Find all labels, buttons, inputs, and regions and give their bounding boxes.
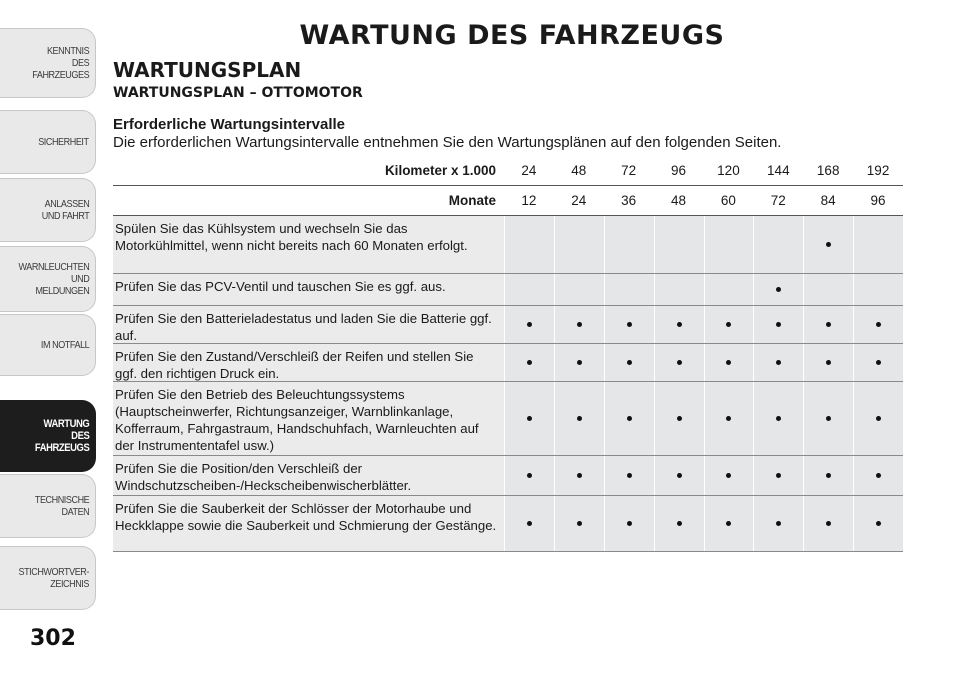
chapter-tab[interactable] xyxy=(0,178,96,242)
chapter-tab[interactable] xyxy=(0,314,96,376)
header-value: 144 xyxy=(767,163,790,178)
bullet-mark-icon xyxy=(677,360,682,365)
bullet-mark-icon xyxy=(876,416,881,421)
table-row xyxy=(113,456,903,496)
task-description: Prüfen Sie das PCV-Ventil und tauschen Sie es ggf. aus. xyxy=(113,274,504,305)
interval-cell xyxy=(554,216,604,273)
table-row xyxy=(113,216,903,274)
interval-cell xyxy=(604,496,654,551)
interval-cell xyxy=(753,216,803,273)
bullet-mark-icon xyxy=(577,360,582,365)
interval-cell xyxy=(504,456,554,495)
interval-cell xyxy=(704,216,754,273)
chapter-tab[interactable] xyxy=(0,400,96,472)
bullet-mark-icon xyxy=(726,416,731,421)
interval-cell xyxy=(604,456,654,495)
task-description: Prüfen Sie den Betrieb des Beleuchtungssystems (Hauptscheinwerfer, Richtungsanzeiger, Warnblinkanlage, Kofferraum, Fahrgastraum, Handschuhfach, Warnleuchten auf der Instrumententafel usw.) xyxy=(113,382,504,455)
header-value: 120 xyxy=(717,163,740,178)
task-description: Prüfen Sie die Position/den Verschleiß der Windschutzscheiben-/Heckscheibenwischerblätter. xyxy=(113,456,504,495)
interval-cell xyxy=(654,216,704,273)
table-row xyxy=(113,382,903,456)
bullet-mark-icon xyxy=(776,416,781,421)
interval-cell xyxy=(604,344,654,381)
chapter-tab-label: WARTUNG DES FAHRZEUGS xyxy=(34,418,89,454)
task-description: Spülen Sie das Kühlsystem und wechseln Sie das Motorkühlmittel, wenn nicht bereits nach 60 Monaten erfolgt. xyxy=(113,216,504,273)
bullet-mark-icon xyxy=(527,473,532,478)
section-heading: WARTUNGSPLAN xyxy=(113,58,302,82)
chapter-tab-label: WARNLEUCHTEN UND MELDUNGEN xyxy=(18,261,89,297)
bullet-mark-icon xyxy=(726,473,731,478)
interval-cell xyxy=(504,274,554,305)
interval-cell xyxy=(704,344,754,381)
interval-cell xyxy=(753,496,803,551)
interval-cell xyxy=(504,344,554,381)
interval-cell xyxy=(604,216,654,273)
chapter-tab-label: STICHWORTVER- ZEICHNIS xyxy=(18,566,89,590)
interval-cell xyxy=(504,382,554,455)
bullet-mark-icon xyxy=(876,322,881,327)
bullet-mark-icon xyxy=(776,473,781,478)
page-number: 302 xyxy=(30,626,76,651)
interval-cell xyxy=(803,456,853,495)
interval-cell xyxy=(554,382,604,455)
interval-cell xyxy=(654,456,704,495)
intervals-title: Erforderliche Wartungsintervalle xyxy=(113,116,346,133)
header-value: 96 xyxy=(671,163,687,178)
bullet-mark-icon xyxy=(776,521,781,526)
chapter-tab-label: IM NOTFALL xyxy=(40,339,89,351)
interval-cell xyxy=(704,382,754,455)
interval-cell xyxy=(604,382,654,455)
header-value: 72 xyxy=(770,193,786,208)
bullet-mark-icon xyxy=(527,322,532,327)
table-row xyxy=(113,344,903,382)
interval-cell xyxy=(504,216,554,273)
header-value: 96 xyxy=(870,193,886,208)
interval-cell xyxy=(554,274,604,305)
bullet-mark-icon xyxy=(577,416,582,421)
interval-cell xyxy=(853,496,903,551)
section-subheading: WARTUNGSPLAN – OTTOMOTOR xyxy=(113,85,363,101)
table-row xyxy=(113,496,903,552)
bullet-mark-icon xyxy=(627,322,632,327)
interval-cell xyxy=(803,216,853,273)
interval-cell xyxy=(554,306,604,343)
bullet-mark-icon xyxy=(776,322,781,327)
interval-cell xyxy=(554,344,604,381)
interval-cell xyxy=(803,344,853,381)
header-value: 24 xyxy=(521,163,537,178)
header-value: 72 xyxy=(621,163,637,178)
bullet-mark-icon xyxy=(627,360,632,365)
interval-cell xyxy=(803,496,853,551)
bullet-mark-icon xyxy=(677,473,682,478)
bullet-mark-icon xyxy=(577,521,582,526)
interval-cell xyxy=(853,382,903,455)
chapter-tab-sidebar xyxy=(0,0,100,678)
interval-cell xyxy=(704,456,754,495)
interval-cell xyxy=(753,274,803,305)
header-value: 48 xyxy=(571,163,587,178)
interval-cell xyxy=(554,496,604,551)
bullet-mark-icon xyxy=(577,322,582,327)
interval-cell xyxy=(704,306,754,343)
interval-cell xyxy=(853,344,903,381)
interval-cell xyxy=(654,344,704,381)
table-row xyxy=(113,274,903,306)
bullet-mark-icon xyxy=(726,322,731,327)
header-value: 12 xyxy=(521,193,537,208)
bullet-mark-icon xyxy=(826,322,831,327)
chapter-tab-label: TECHNISCHE DATEN xyxy=(34,494,89,518)
interval-cell xyxy=(504,306,554,343)
bullet-mark-icon xyxy=(677,416,682,421)
header-value: 168 xyxy=(816,163,840,178)
header-value: 36 xyxy=(621,193,637,208)
task-description: Prüfen Sie die Sauberkeit der Schlösser der Motorhaube und Heckklappe sowie die Sauberkeit und Schmierung der Gestänge. xyxy=(113,496,504,551)
interval-cell xyxy=(654,274,704,305)
bullet-mark-icon xyxy=(677,322,682,327)
interval-cell xyxy=(504,496,554,551)
bullet-mark-icon xyxy=(627,416,632,421)
header-label: Kilometer x 1.000 xyxy=(384,163,496,178)
header-value: 24 xyxy=(571,193,587,208)
bullet-mark-icon xyxy=(776,287,781,292)
header-label: Monate xyxy=(448,193,496,208)
intro-text: Die erforderlichen Wartungsintervalle entnehmen Sie den Wartungsplänen auf den folgenden Seiten. xyxy=(113,134,782,151)
interval-cell xyxy=(753,456,803,495)
maintenance-schedule-table xyxy=(113,156,903,552)
interval-cell xyxy=(604,274,654,305)
bullet-mark-icon xyxy=(527,360,532,365)
interval-cell xyxy=(853,306,903,343)
bullet-mark-icon xyxy=(826,521,831,526)
chapter-tab[interactable] xyxy=(0,246,96,312)
bullet-mark-icon xyxy=(577,473,582,478)
bullet-mark-icon xyxy=(876,473,881,478)
bullet-mark-icon xyxy=(527,416,532,421)
interval-cell xyxy=(654,306,704,343)
interval-cell xyxy=(853,456,903,495)
table-header-row xyxy=(113,156,903,186)
interval-cell xyxy=(704,274,754,305)
table-row xyxy=(113,306,903,344)
chapter-tab[interactable] xyxy=(0,28,96,98)
bullet-mark-icon xyxy=(726,360,731,365)
interval-cell xyxy=(654,496,704,551)
chapter-tab-label: KENNTNIS DES FAHRZEUGES xyxy=(32,45,89,81)
interval-cell xyxy=(853,274,903,305)
interval-cell xyxy=(704,496,754,551)
task-description: Prüfen Sie den Zustand/Verschleiß der Reifen und stellen Sie ggf. den richtigen Druck ein. xyxy=(113,344,504,381)
table-header-row xyxy=(113,186,903,216)
interval-cell xyxy=(753,306,803,343)
bullet-mark-icon xyxy=(627,473,632,478)
header-value: 48 xyxy=(671,193,687,208)
interval-cell xyxy=(803,274,853,305)
interval-cell xyxy=(753,344,803,381)
header-value: 60 xyxy=(720,193,736,208)
bullet-mark-icon xyxy=(527,521,532,526)
bullet-mark-icon xyxy=(776,360,781,365)
bullet-mark-icon xyxy=(726,521,731,526)
bullet-mark-icon xyxy=(627,521,632,526)
interval-cell xyxy=(654,382,704,455)
chapter-tab[interactable] xyxy=(0,546,96,610)
interval-cell xyxy=(803,306,853,343)
interval-cell xyxy=(554,456,604,495)
chapter-tab[interactable] xyxy=(0,110,96,174)
bullet-mark-icon xyxy=(826,416,831,421)
interval-cell xyxy=(604,306,654,343)
header-value: 84 xyxy=(820,193,836,208)
interval-cell xyxy=(803,382,853,455)
bullet-mark-icon xyxy=(826,242,831,247)
interval-cell xyxy=(853,216,903,273)
chapter-tab-label: ANLASSEN UND FAHRT xyxy=(41,198,89,222)
task-description: Prüfen Sie den Batterieladestatus und laden Sie die Batterie ggf. auf. xyxy=(113,306,504,343)
page-title: WARTUNG DES FAHRZEUGS xyxy=(299,20,725,51)
header-value: 192 xyxy=(866,163,890,178)
bullet-mark-icon xyxy=(826,473,831,478)
bullet-mark-icon xyxy=(826,360,831,365)
bullet-mark-icon xyxy=(876,360,881,365)
bullet-mark-icon xyxy=(876,521,881,526)
bullet-mark-icon xyxy=(677,521,682,526)
chapter-tab[interactable] xyxy=(0,474,96,538)
chapter-tab-label: SICHERHEIT xyxy=(38,136,89,148)
interval-cell xyxy=(753,382,803,455)
